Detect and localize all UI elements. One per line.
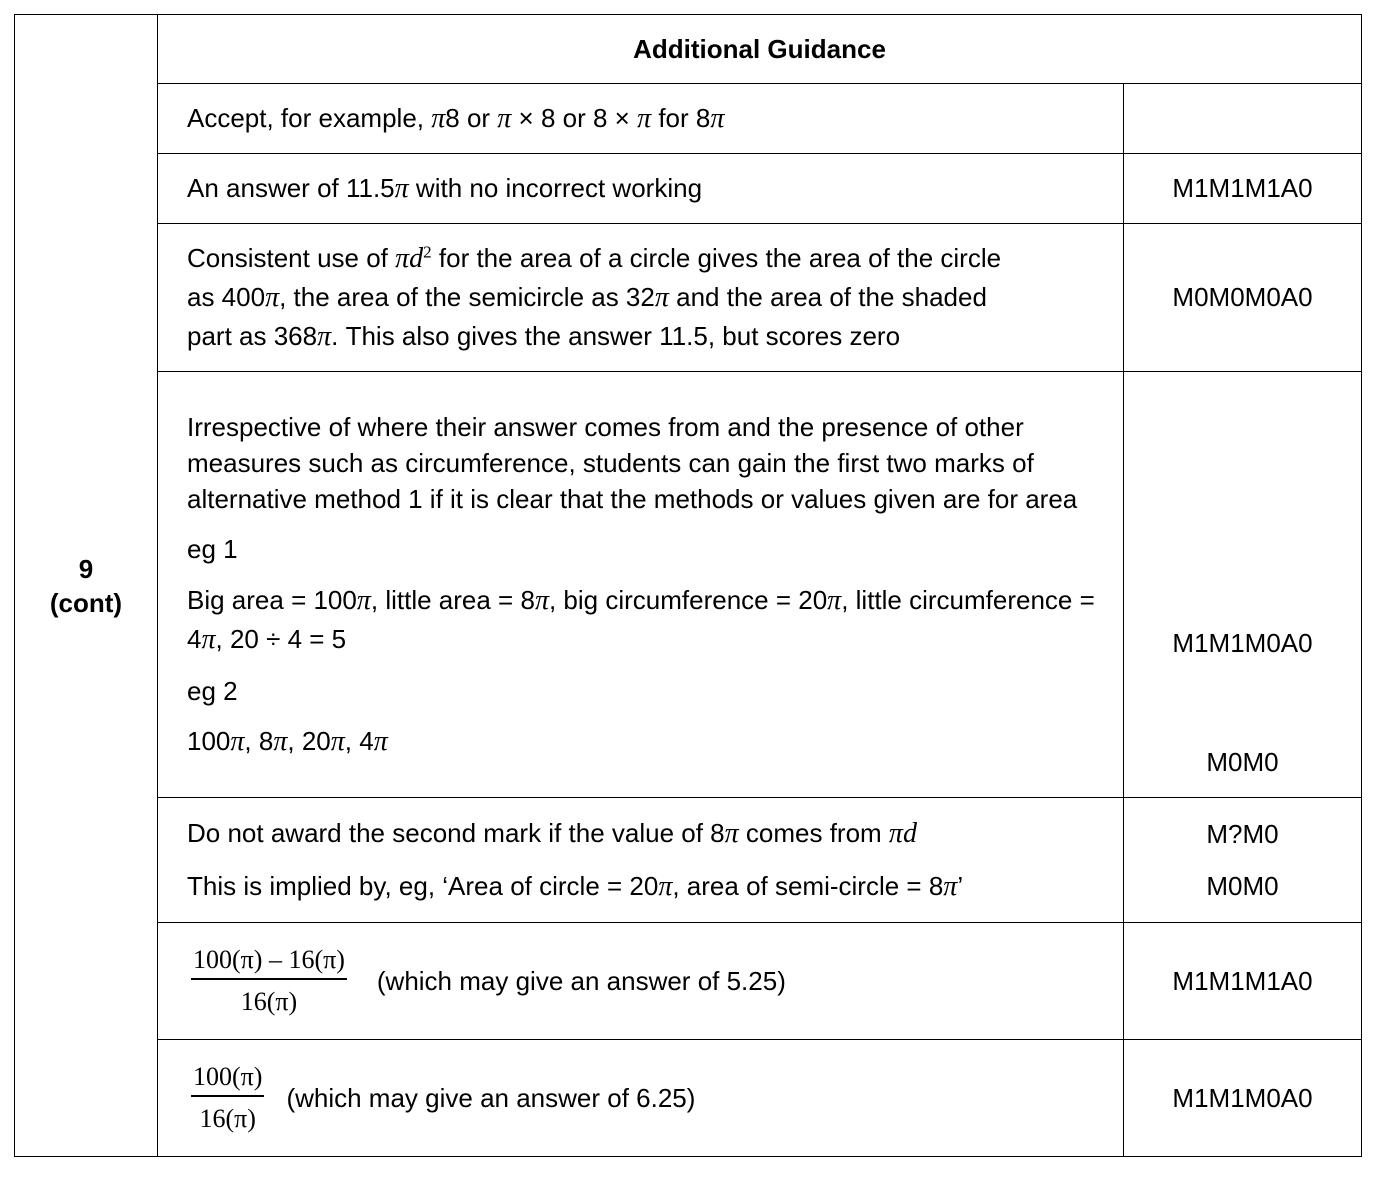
guidance-text-7 [158, 1040, 1124, 1157]
text-part: part as 368 [187, 321, 318, 351]
eg1-label: eg 1 [187, 534, 238, 564]
guidance-row-4 [15, 372, 1362, 798]
text-part: for the area of a circle gives the area of the circle [431, 243, 1002, 273]
question-cont: (cont) [49, 587, 123, 618]
guidance-text-6 [158, 923, 1124, 1040]
mark-3: M0M0M0A0 [1124, 224, 1362, 372]
text-part: , 8 [244, 726, 274, 756]
fraction-note: (which may give an answer of 5.25) [376, 966, 786, 996]
text-line [187, 239, 1103, 278]
pi-symbol: π [373, 726, 388, 757]
question-number-cell [15, 15, 158, 1157]
text-part: with no incorrect working [408, 173, 703, 203]
pi-symbol: π [230, 726, 245, 757]
mark-5-second: M0M0 [1206, 871, 1279, 901]
text-part: as 400 [187, 282, 266, 312]
fraction-numerator: 100(π) [191, 1061, 264, 1097]
text-part: , 20 [287, 726, 331, 756]
mark-7: M1M1M0A0 [1124, 1040, 1362, 1157]
text-part: × 8 or 8 × [511, 103, 638, 133]
text-part: , little area = 8 [370, 585, 535, 615]
superscript-2: 2 [423, 242, 432, 262]
text-part: ’ [957, 871, 964, 901]
pi-symbol: π [888, 818, 903, 849]
text-part: This is implied by, eg, ‘Area of circle = 20 [187, 871, 659, 901]
text-part: , little circumference = 4 [187, 585, 1095, 654]
mark-5 [1124, 798, 1362, 923]
pi-symbol: π [710, 103, 725, 134]
pi-symbol: π [943, 871, 958, 902]
mark-4-eg1: M1M1M0A0 [1172, 628, 1313, 658]
fraction-denominator: 16(π) [199, 1104, 256, 1133]
mark-6: M1M1M1A0 [1124, 923, 1362, 1040]
guidance-text-4 [158, 372, 1124, 798]
pi-symbol: π [658, 871, 673, 902]
fraction [191, 944, 347, 1018]
guidance-text-2 [158, 154, 1124, 224]
question-number: 9 [78, 553, 94, 584]
guidance-row-7 [15, 1040, 1362, 1157]
text-line [187, 317, 1103, 356]
text-part: An answer of 11.5 [187, 173, 395, 203]
text-part: 100 [187, 726, 231, 756]
eg1-text [187, 581, 1103, 659]
text-part: Accept, for example, [187, 103, 432, 133]
eg2-text [187, 723, 1103, 760]
guidance-row-1 [15, 84, 1362, 154]
pi-symbol: π [356, 585, 371, 616]
fraction-note: (which may give an answer of 6.25) [286, 1083, 696, 1113]
text-part: Consistent use of [187, 243, 396, 273]
pi-symbol: π [497, 103, 512, 134]
text-part: comes from [738, 818, 889, 848]
text-part: Big area = 100 [187, 585, 357, 615]
variable-d: d [902, 818, 917, 849]
pi-symbol: π [394, 173, 409, 204]
fraction-line [187, 1061, 1103, 1135]
pi-symbol: π [265, 282, 280, 313]
mark-4-eg2: M0M0 [1206, 747, 1279, 777]
text-part: , 4 [344, 726, 374, 756]
pi-symbol: π [827, 585, 842, 616]
pi-symbol: π [637, 103, 652, 134]
text-part: , 20 ÷ 4 = 5 [215, 624, 347, 654]
mark-1 [1124, 84, 1362, 154]
pi-symbol: π [654, 282, 669, 313]
mark-4 [1124, 372, 1362, 798]
guidance-text-5 [158, 798, 1124, 923]
pi-symbol: π [431, 103, 446, 134]
fraction-line [187, 944, 1103, 1018]
text-part: for 8 [651, 103, 711, 133]
text-part: , the area of the semicircle as 32 [279, 282, 655, 312]
text-line [187, 278, 1103, 317]
pi-symbol: π [330, 726, 345, 757]
guidance-row-3 [15, 224, 1362, 372]
guidance-text-1 [158, 84, 1124, 154]
text-part: 8 or [445, 103, 498, 133]
mark-5-first: M?M0 [1206, 819, 1279, 849]
text-part: , area of semi-circle = 8 [672, 871, 944, 901]
pi-symbol: π [317, 321, 332, 352]
intro-text: Irrespective of where their answer comes from and the presence of other measures such as circumference, students can gain the first two marks of alternative method 1 if it is clear that the methods or values given are for area [187, 412, 1078, 514]
text-part: , big circumference = 20 [548, 585, 828, 615]
guidance-row-6 [15, 923, 1362, 1040]
text-line [187, 867, 1103, 906]
marking-guidance-table [14, 14, 1362, 1157]
fraction-denominator: 16(π) [240, 987, 298, 1016]
fraction-numerator: 100(π) – 16(π) [191, 944, 347, 980]
header-additional-guidance: Additional Guidance [158, 15, 1362, 84]
text-line [187, 814, 1103, 853]
fraction [191, 1061, 264, 1135]
pi-symbol: π [395, 243, 410, 274]
text-part: and the area of the shaded [668, 282, 987, 312]
pi-symbol: π [273, 726, 288, 757]
guidance-row-2 [15, 154, 1362, 224]
pi-symbol: π [534, 585, 549, 616]
text-part: Do not award the second mark if the value of 8 [187, 818, 725, 848]
variable-d: d [409, 243, 424, 274]
guidance-text-3 [158, 224, 1124, 372]
mark-2: M1M1M1A0 [1124, 154, 1362, 224]
guidance-row-5 [15, 798, 1362, 923]
eg2-label: eg 2 [187, 676, 238, 706]
pi-symbol: π [724, 818, 739, 849]
pi-symbol: π [201, 624, 216, 655]
text-part: . This also gives the answer 11.5, but scores zero [331, 321, 901, 351]
